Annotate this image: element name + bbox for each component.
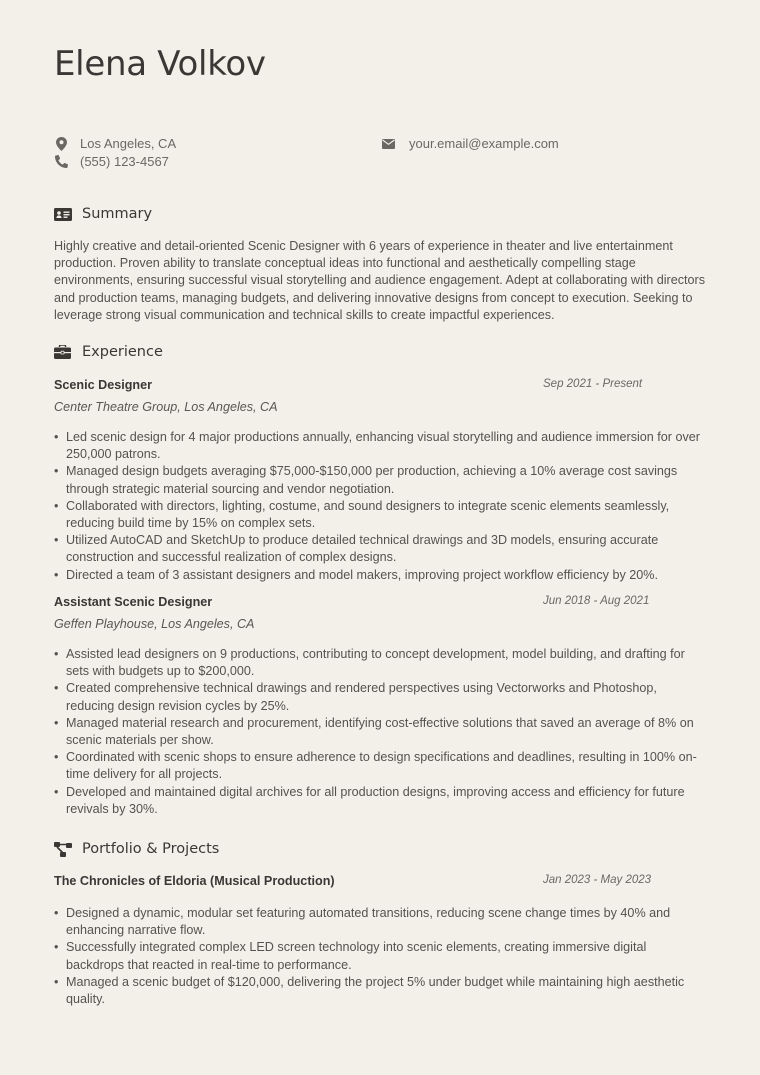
list-item: • Utilized AutoCAD and SketchUp to produce detailed technical drawings and 3D models, ensuring accurate construction and successful realization of complex designs. — [54, 532, 706, 566]
list-item: • Assisted lead designers on 9 productions, contributing to concept development, model building, and drafting for sets with budgets up to $200,000. — [54, 646, 706, 680]
contact-phone — [54, 154, 169, 169]
id-card-icon — [54, 206, 74, 222]
map-pin-icon — [54, 137, 68, 151]
job-dates: Sep 2021 - Present — [543, 378, 643, 390]
experience-title: Experience — [82, 344, 163, 360]
briefcase-icon — [54, 344, 74, 360]
list-item: • Managed a scenic budget of $120,000, delivering the project 5% under budget while maintaining high aesthetic quality. — [54, 974, 706, 1008]
list-item: • Led scenic design for 4 major productions annually, enhancing visual storytelling and audience immersion for over 250,000 patrons. — [54, 429, 706, 463]
job-organization: Geffen Playhouse, Los Angeles, CA — [54, 617, 255, 631]
list-item: • Successfully integrated complex LED screen technology into scenic elements, creating immersive digital backdrops that reacted in real-time to performance. — [54, 939, 706, 973]
portfolio-heading — [54, 841, 219, 857]
summary-title: Summary — [82, 206, 153, 222]
project-title: The Chronicles of Eldoria (Musical Production) — [54, 874, 335, 888]
experience-heading — [54, 344, 163, 360]
list-item: • Coordinated with scenic shops to ensure adherence to design specifications and deadlines, resulting in 100% on-time delivery for all projects. — [54, 749, 706, 783]
list-item: • Managed material research and procurement, identifying cost-effective solutions that saved an average of 8% on scenic materials per show. — [54, 715, 706, 749]
summary-text: Highly creative and detail-oriented Scenic Designer with 6 years of experience in theater and live entertainment production. Proven ability to translate conceptual ideas into functional and aesthetically compelling stage environments, ensuring successful visual storytelling and audience engagement. Adept at collaborating with directors and production teams, managing budgets, and delivering innovative designs from concept to execution. Seeking to leverage strong visual communication and technical skills to create impactful experiences. — [54, 239, 706, 322]
job-bullets — [54, 429, 706, 584]
contact-location — [54, 136, 176, 151]
job-dates: Jun 2018 - Aug 2021 — [543, 595, 650, 607]
phone-text: (555) 123-4567 — [80, 154, 169, 169]
job-title: Scenic Designer — [54, 378, 152, 392]
envelope-icon — [381, 137, 395, 151]
portfolio-title: Portfolio & Projects — [82, 841, 220, 857]
project-diagram-icon — [54, 841, 74, 857]
list-item: • Managed design budgets averaging $75,000-$150,000 per production, achieving a 10% average cost savings through strategic material sourcing and vendor negotiation. — [54, 463, 706, 497]
summary-heading — [54, 206, 152, 222]
list-item: • Developed and maintained digital archives for all production designs, improving access and efficiency for future revivals by 30%. — [54, 784, 706, 818]
email-link[interactable]: your.email@example.com — [409, 136, 559, 151]
project-dates: Jan 2023 - May 2023 — [543, 874, 652, 886]
project-bullets — [54, 905, 706, 1008]
job-title: Assistant Scenic Designer — [54, 595, 213, 609]
job-bullets — [54, 646, 706, 818]
candidate-name: Elena Volkov — [54, 44, 266, 84]
phone-icon — [54, 155, 68, 169]
list-item: • Directed a team of 3 assistant designers and model makers, improving project workflow efficiency by 20%. — [54, 567, 706, 584]
list-item: • Collaborated with directors, lighting, costume, and sound designers to integrate scenic elements seamlessly, reducing build time by 15% on complex sets. — [54, 498, 706, 532]
location-text: Los Angeles, CA — [80, 136, 177, 151]
contact-email[interactable] — [381, 136, 559, 151]
list-item: • Created comprehensive technical drawings and rendered perspectives using Vectorworks and Photoshop, reducing design revision cycles by 25%. — [54, 680, 706, 714]
job-organization: Center Theatre Group, Los Angeles, CA — [54, 400, 278, 414]
list-item: • Designed a dynamic, modular set featuring automated transitions, reducing scene change times by 40% and enhancing narrative flow. — [54, 905, 706, 939]
